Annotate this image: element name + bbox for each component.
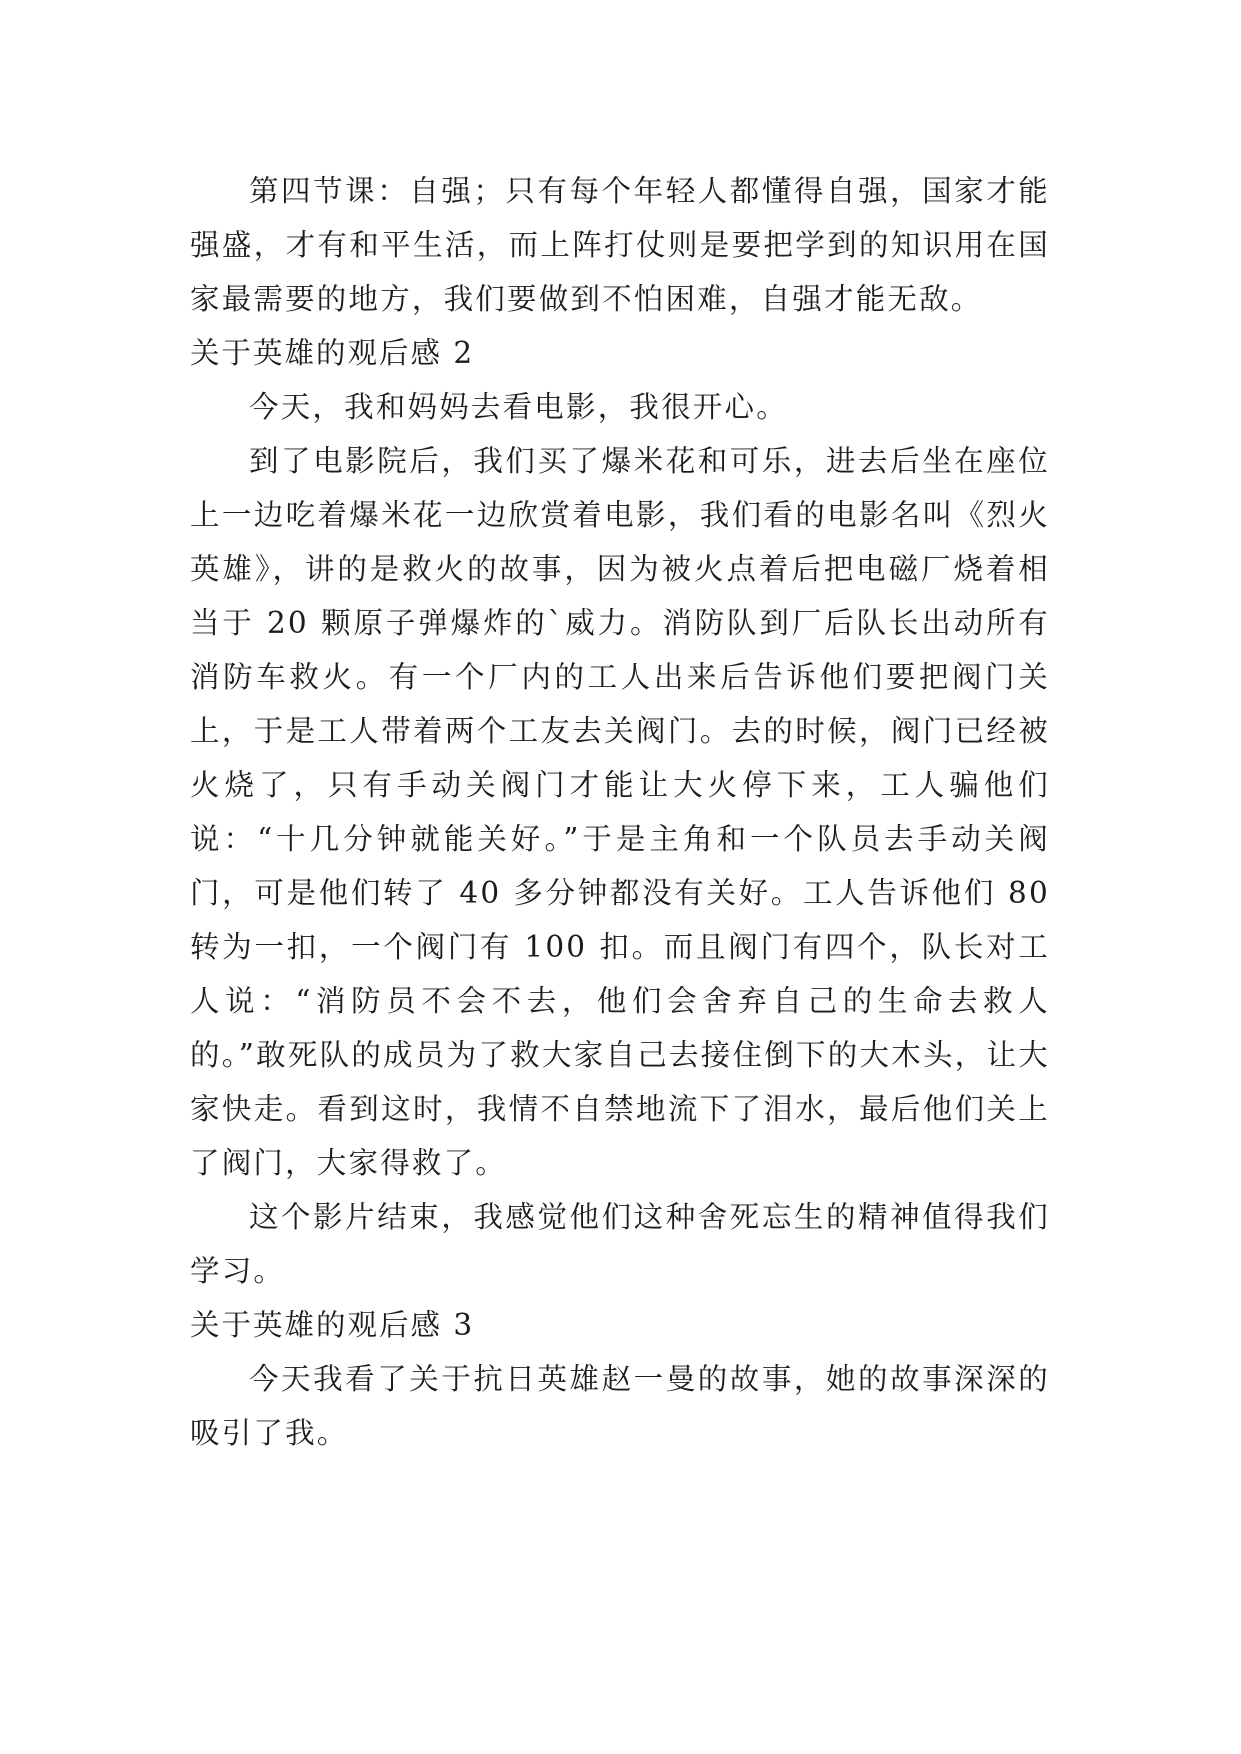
document-body [190, 164, 1050, 1460]
paragraph-zhao-yiman: 今天我看了关于抗日英雄赵一曼的故事，她的故事深深的吸引了我。 [190, 1362, 1050, 1450]
paragraph-lesson-four: 第四节课：自强；只有每个年轻人都懂得自强，国家才能强盛，才有和平生活，而上阵打仗则是要把学到的知识用在国家最需要的地方，我们要做到不怕困难，自强才能无敌。 [190, 174, 1050, 316]
paragraph-movie-story: 到了电影院后，我们买了爆米花和可乐，进去后坐在座位上一边吃着爆米花一边欣赏着电影，我们看的电影名叫《烈火英雄》，讲的是救火的故事，因为被火点着后把电磁厂烧着相当于 20 颗原子弹爆炸的`威力。消防队到厂后队长出动所有消防车救火。有一个厂内的工人出来后告诉他们要把阀门关上，于是工人带着两个工友去关阀门。去的时候，阀门已经被火烧了，只有手动关阀门才能让大火停下来，工人骗他们说：“十几分钟就能关好。”于是主角和一个队员去手动关阀门，可是他们转了 40 多分钟都没有关好。工人告诉他们 80 转为一扣，一个阀门有 100 扣。而且阀门有四个，队长对工人说：“消防员不会不去，他们会舍弃自己的生命去救人的。”敢死队的成员为了救大家自己去接住倒下的大木头，让大家快走。看到这时，我情不自禁地流下了泪水，最后他们关上了阀门，大家得救了。 [190, 444, 1050, 1180]
section-heading-3: 关于英雄的观后感 3 [190, 1308, 475, 1342]
paragraph-movie-intro: 今天，我和妈妈去看电影，我很开心。 [249, 390, 788, 424]
section-heading-2: 关于英雄的观后感 2 [190, 336, 475, 370]
paragraph-movie-conclusion: 这个影片结束，我感觉他们这种舍死忘生的精神值得我们学习。 [190, 1200, 1050, 1288]
